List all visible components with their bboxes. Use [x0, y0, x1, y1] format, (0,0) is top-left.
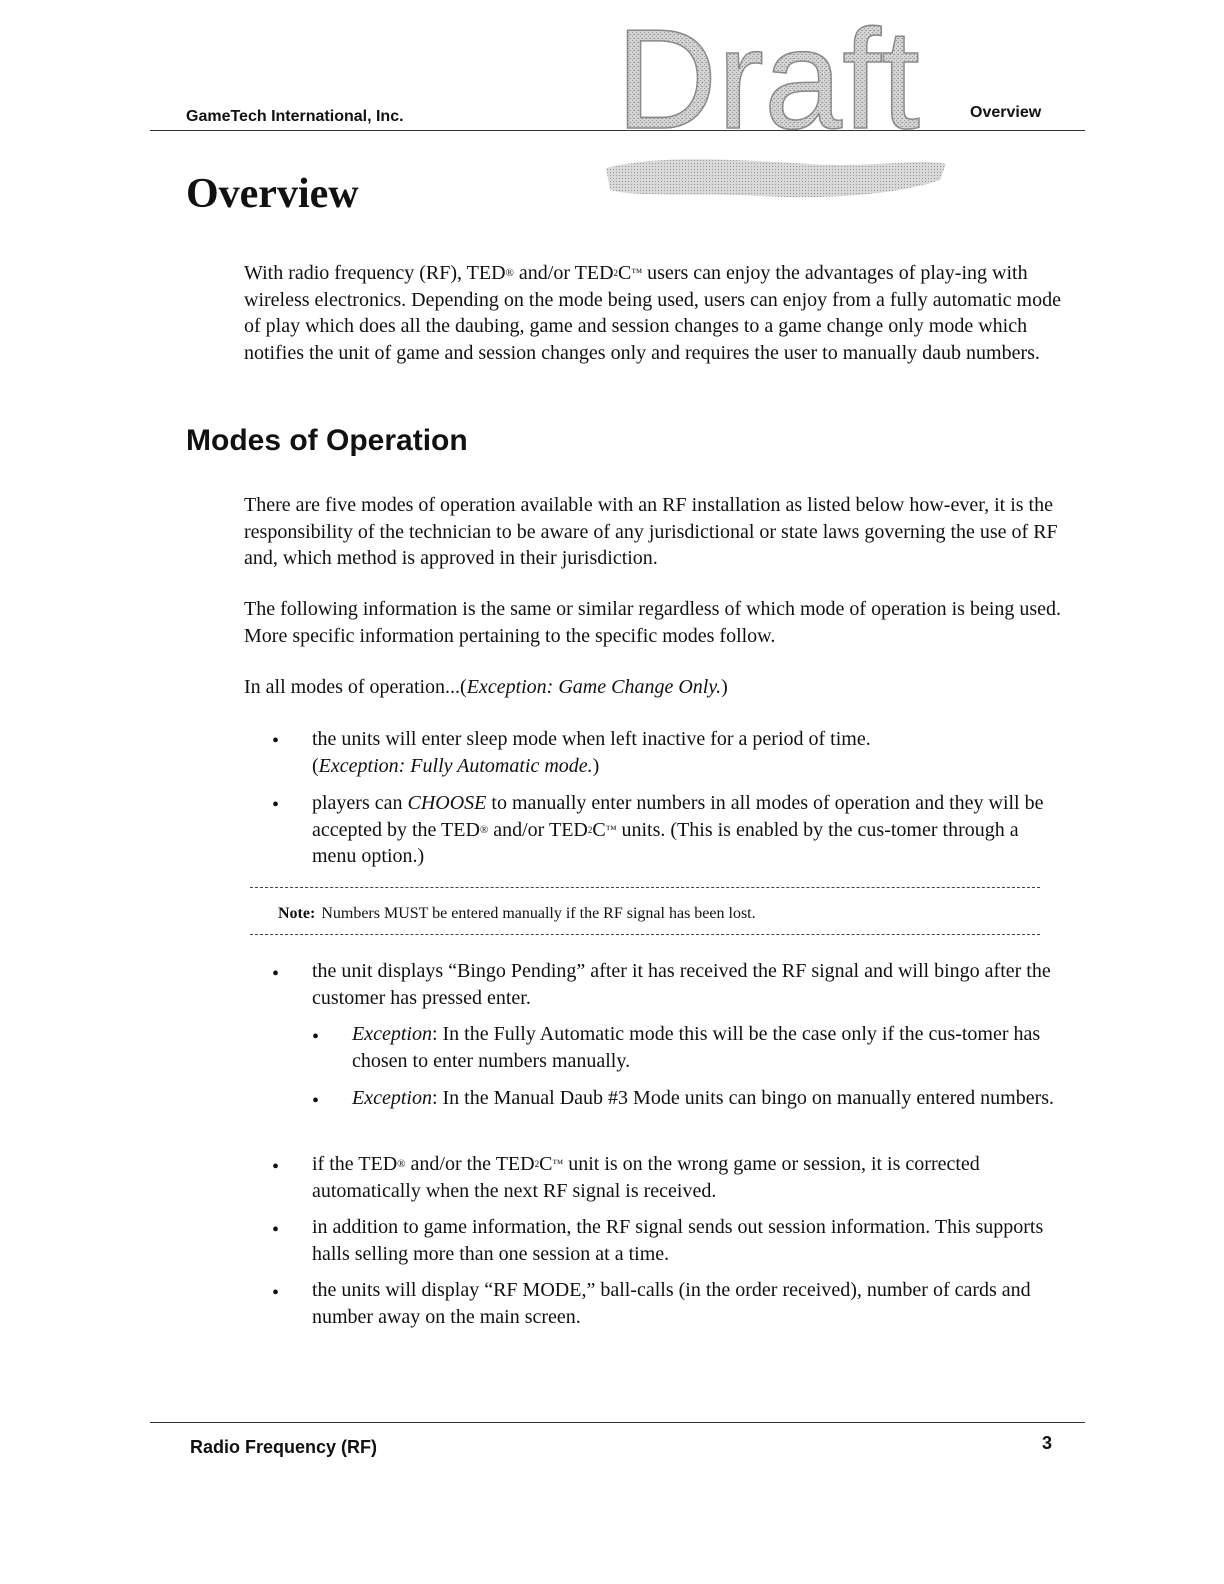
page-number: 3 [1042, 1433, 1053, 1453]
bullet-dot: • [272, 963, 280, 985]
note-text: Numbers MUST be entered manually if the RF signal has been lost. [321, 905, 756, 922]
bullet-dot: • [312, 1090, 320, 1112]
note-divider-bottom [250, 934, 1040, 935]
sub-item-exception-1: Exception: In the Fully Automatic mode this will be the case only if the cus-tomer has chosen to enter numbers manually. [352, 1023, 1041, 1072]
footer-title: Radio Frequency (RF) [190, 1437, 378, 1457]
note-label: Note: [278, 905, 316, 922]
bullet-item-wrong-game: if the TED® and/or the TED$^2$C™ unit is on the wrong game or session, it is corrected automatically when the next RF signal is received. [312, 1153, 980, 1202]
note [278, 905, 756, 923]
draft-watermark [614, 10, 924, 136]
bullet-dot: • [272, 1282, 280, 1304]
bullet-dot: • [272, 1219, 280, 1241]
modes-heading: Modes of Operation [186, 424, 468, 457]
draft-watermark-text: Draft [616, 10, 920, 136]
header-company: GameTech International, Inc. [186, 108, 404, 125]
footer-rule [150, 1422, 1085, 1423]
modes-paragraph-1: There are five modes of operation available with an RF installation as listed below how-ever, it is the responsibility of the technician to be aware of any jurisdictional or state laws governing the use of RF and, which method is approved in their jurisdiction. [244, 494, 1058, 569]
bullet-dot: • [272, 1156, 280, 1178]
header-section: Overview [970, 104, 1042, 121]
bullet-item-sleep: the units will enter sleep mode when left inactive for a period of time. (Exception: Fully Automatic mode.) [312, 728, 871, 777]
bullet-item-choose: players can CHOOSE to manually enter numbers in all modes of operation and they will be accepted by the TED® and/or TED$^2$C™ units. (This is enabled by the cus-tomer through a menu option.) [312, 792, 1044, 867]
bullet-dot: • [312, 1026, 320, 1048]
modes-paragraph-2: The following information is the same or similar regardless of which mode of operation is being used. More specific information pertaining to the specific modes follow. [244, 598, 1062, 647]
smudge-mark [600, 150, 950, 206]
sub-item-exception-2: Exception: In the Manual Daub #3 Mode units can bingo on manually entered numbers. [352, 1087, 1055, 1109]
bullet-dot: • [272, 730, 280, 752]
overview-paragraph: With radio frequency (RF), TED® and/or TED$^2$C™ users can enjoy the advantages of play-ing with wireless electronics. Depending on the mode being used, users can enjoy from a fully automatic mode of play which does all the daubing, game and session changes to a game change only mode which notifies the unit of game and session changes only and requires the user to manually daub numbers. [244, 262, 1061, 364]
bullet-item-bingo-pending: the unit displays “Bingo Pending” after it has received the RF signal and will bingo after the customer has pressed enter. [312, 960, 1051, 1009]
bullet-dot: • [272, 794, 280, 816]
page-title: Overview [186, 171, 359, 217]
modes-paragraph-3: In all modes of operation...(Exception: Game Change Only.) [244, 676, 728, 698]
bullet-item-rf-mode: the units will display “RF MODE,” ball-calls (in the order received), number of cards and number away on the main screen. [312, 1279, 1031, 1328]
bullet-item-session-info: in addition to game information, the RF signal sends out session information. This supports halls selling more than one session at a time. [312, 1216, 1044, 1265]
note-divider-top [250, 887, 1040, 888]
